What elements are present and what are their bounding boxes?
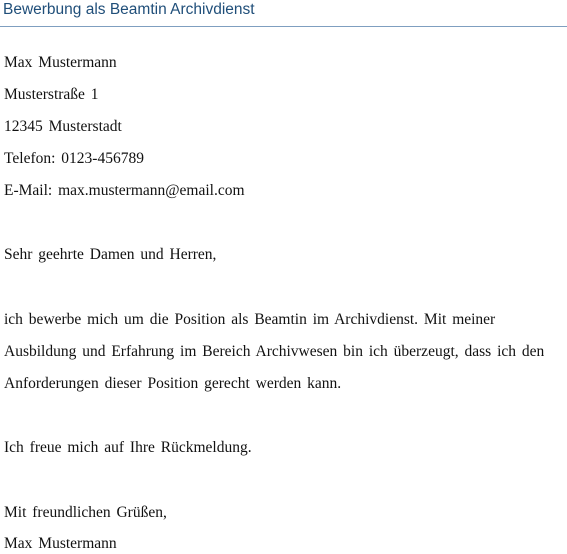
closing-paragraph: Ich freue mich auf Ihre Rückmeldung. [4, 439, 252, 456]
sender-street: Musterstraße 1 [4, 86, 99, 103]
sign-off: Mit freundlichen Grüßen, [4, 504, 167, 521]
sender-city: 12345 Musterstadt [4, 118, 122, 135]
body-line: Anforderungen dieser Position gerecht werden kann. [4, 375, 342, 392]
signature-name: Max Mustermann [4, 535, 117, 552]
document-title: Bewerbung als Beamtin Archivdienst [3, 1, 255, 18]
document-header [0, 0, 567, 28]
body-line: ich bewerbe mich um die Position als Beamtin im Archivdienst. Mit meiner [4, 311, 496, 328]
header-divider [0, 26, 567, 27]
body-line: Ausbildung und Erfahrung im Bereich Archivwesen bin ich überzeugt, dass ich den [4, 343, 545, 360]
sender-email: E-Mail: max.mustermann@email.com [4, 182, 245, 199]
sender-name: Max Mustermann [4, 54, 117, 71]
sender-phone: Telefon: 0123-456789 [4, 150, 144, 167]
salutation: Sehr geehrte Damen und Herren, [4, 246, 217, 263]
